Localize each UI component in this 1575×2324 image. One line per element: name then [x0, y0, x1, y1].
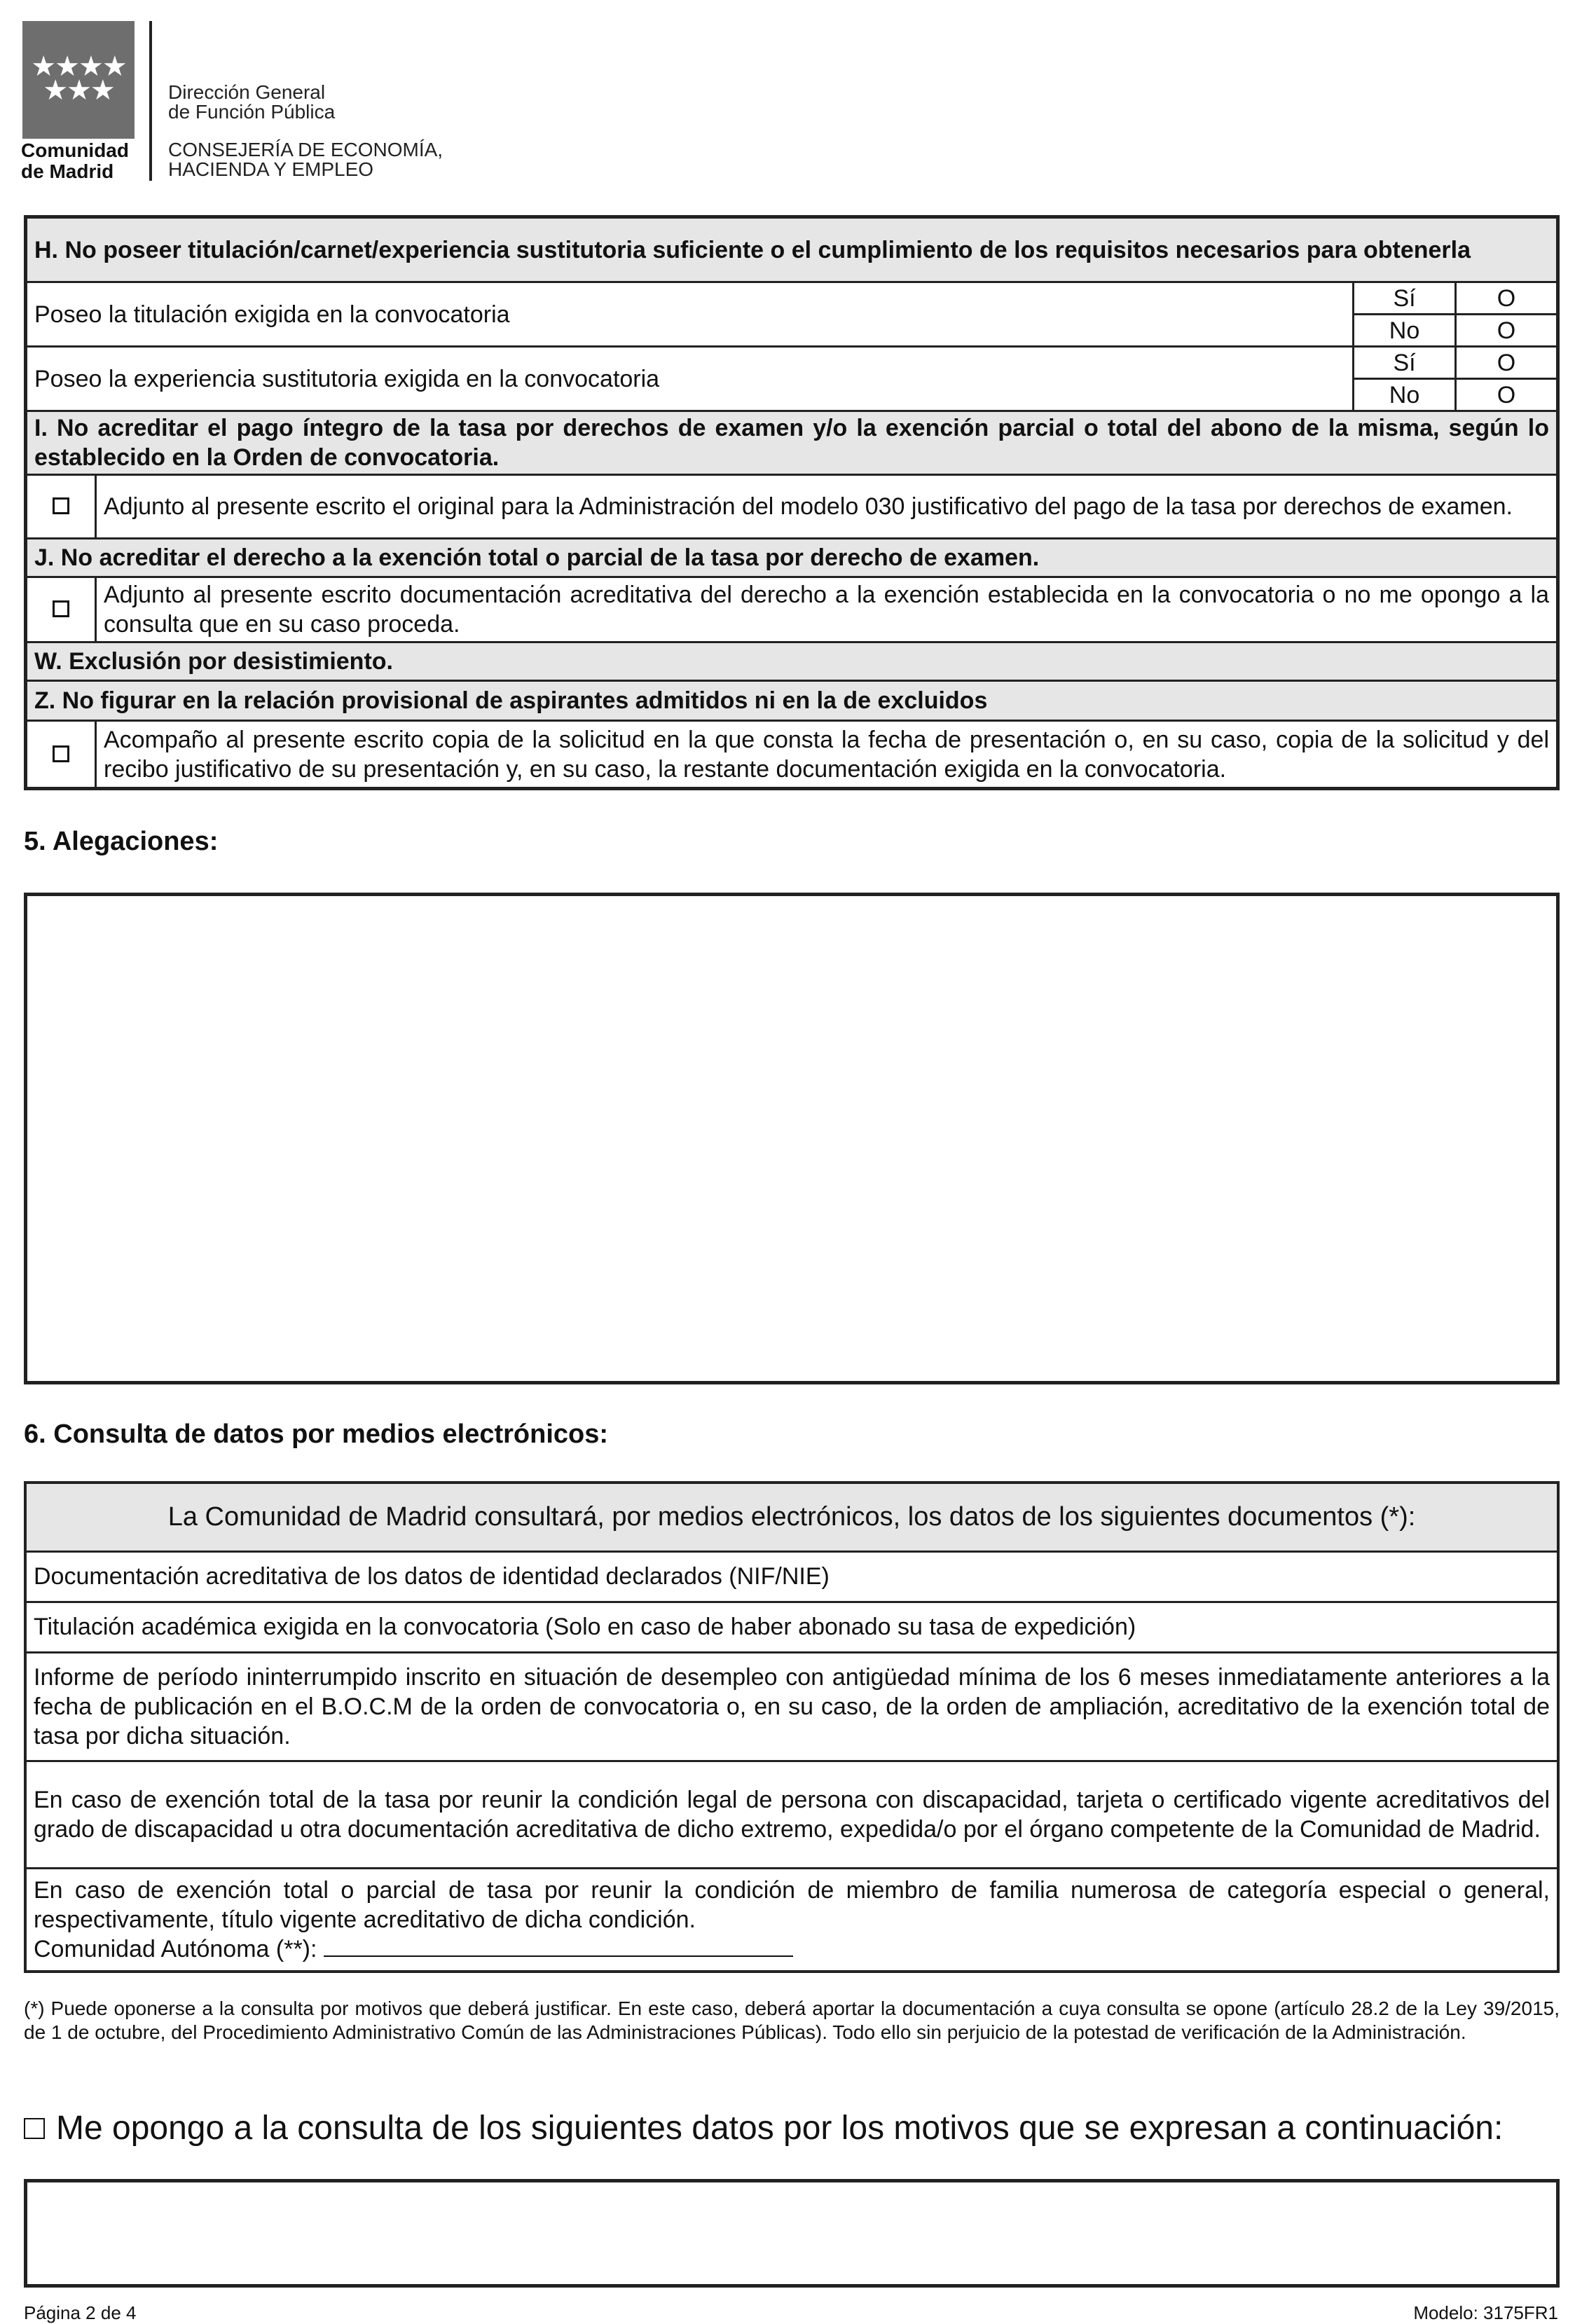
radio-yes[interactable]: O [1456, 282, 1558, 315]
section6-table [24, 1481, 1560, 1973]
oppose-reasons-textarea[interactable] [24, 2179, 1560, 2288]
section-h-title: H. No poseer titulación/carnet/experiencia sustitutoria suficiente o el cumplimiento de los requisitos necesarios para obtenerla [26, 217, 1558, 282]
checkbox-i[interactable] [53, 497, 69, 514]
no-label: No [1354, 379, 1456, 411]
ministry [168, 140, 443, 179]
page-number: Página 2 de 4 [24, 2302, 137, 2323]
section5-title: 5. Alegaciones: [24, 827, 219, 856]
section-i-title: I. No acreditar el pago íntegro de la tasa por derechos de examen y/o la exención parcial o total del abono de la misma, según lo establecido en la Orden de convocatoria. [26, 411, 1558, 475]
consult-row: Documentación acreditativa de los datos de identidad declarados (NIF/NIE) [25, 1551, 1558, 1602]
logo-line1: Comunidad [21, 139, 129, 161]
check-i-label: Adjunto al presente escrito el original para la Administración del modelo 030 justificativo del pago de la tasa por derechos de examen. [96, 475, 1558, 539]
section-z-title: Z. No figurar en la relación provisional de aspirantes admitidos ni en la de excluidos [26, 681, 1558, 721]
consult-row: Titulación académica exigida en la convocatoria (Solo en caso de haber abonado su tasa de expedición) [25, 1602, 1558, 1652]
section-w-title: W. Exclusión por desistimiento. [26, 642, 1558, 681]
h-row-label: Poseo la titulación exigida en la convocatoria [26, 282, 1354, 347]
oppose-checkbox[interactable] [24, 2118, 45, 2139]
divider [149, 21, 152, 181]
directorate [168, 83, 335, 122]
no-label: No [1354, 315, 1456, 347]
consult-header: La Comunidad de Madrid consultará, por medios electrónicos, los datos de los siguientes documentos (*): [25, 1483, 1558, 1551]
ccaa-label: Comunidad Autónoma (**): [34, 1935, 317, 1962]
dg-line1: Dirección General [168, 81, 326, 103]
consult-row: Informe de período ininterrumpido inscrito en situación de desempleo con antigüedad mínima de los 6 meses inmediatamente anteriores a la fecha de publicación en el B.O.C.M de la orden de convocatoria o, en su caso, de la orden de ampliación, acreditativo de la exención total de tasa por dicha situación. [25, 1652, 1558, 1761]
yes-label: Sí [1354, 347, 1456, 379]
radio-no[interactable]: O [1456, 379, 1558, 411]
section4-table [24, 215, 1560, 790]
oppose-label: Me opongo a la consulta de los siguientes datos por los motivos que se expresan a continuación: [56, 2110, 1504, 2147]
h-row-label: Poseo la experiencia sustitutoria exigida en la convocatoria [26, 347, 1354, 411]
radio-no[interactable]: O [1456, 315, 1558, 347]
check-j-label: Adjunto al presente escrito documentación acreditativa del derecho a la exención establecida en la convocatoria o no me opongo a la consulta que en su caso proceda. [96, 577, 1558, 642]
logo-stars-icon: ★★★★ ★★★ [31, 51, 126, 106]
section6-title: 6. Consulta de datos por medios electrónicos: [24, 1419, 609, 1449]
radio-yes[interactable]: O [1456, 347, 1558, 379]
model-number: Modelo: 3175FR1 [1413, 2302, 1558, 2323]
footnote: (*) Puede oponerse a la consulta por motivos que deberá justificar. En este caso, deberá aportar la documentación a cuya consulta se opone (artículo 28.2 de la Ley 39/2015, de 1 de octubre, del Procedimiento Administrativo Común de las Administraciones Públicas). Todo ello sin perjuicio de la potestad de verificación de la Administración. [24, 1998, 1560, 2043]
ministry-line1: CONSEJERÍA DE ECONOMÍA, [168, 139, 443, 160]
ccaa-input[interactable] [324, 1936, 793, 1957]
checkbox-z[interactable] [53, 745, 69, 762]
consult-row: En caso de exención total o parcial de tasa por reunir la condición de miembro de familia numerosa de categoría especial o general, respectivamente, título vigente acreditativo de dicha condición. [34, 1876, 1550, 1933]
ministry-line2: HACIENDA Y EMPLEO [168, 158, 374, 180]
logo-text [21, 140, 129, 182]
consult-row: En caso de exención total de la tasa por reunir la condición legal de persona con discapacidad, tarjeta o certificado vigente acreditativos del grado de discapacidad u otra documentación acreditativa de dicho extremo, expedida/o por el órgano competente de la Comunidad de Madrid. [25, 1761, 1558, 1868]
checkbox-j[interactable] [53, 600, 69, 617]
alegaciones-textarea[interactable] [24, 893, 1560, 1384]
dg-line2: de Función Pública [168, 101, 336, 123]
section-j-title: J. No acreditar el derecho a la exención total o parcial de la tasa por derecho de examen. [26, 539, 1558, 577]
check-z-label: Acompaño al presente escrito copia de la solicitud en la que consta la fecha de presentación o, en su caso, copia de la solicitud y del recibo justificativo de su presentación y, en su caso, la restante documentación exigida en la convocatoria. [96, 721, 1558, 789]
logo-line2: de Madrid [21, 160, 114, 182]
yes-label: Sí [1354, 282, 1456, 315]
